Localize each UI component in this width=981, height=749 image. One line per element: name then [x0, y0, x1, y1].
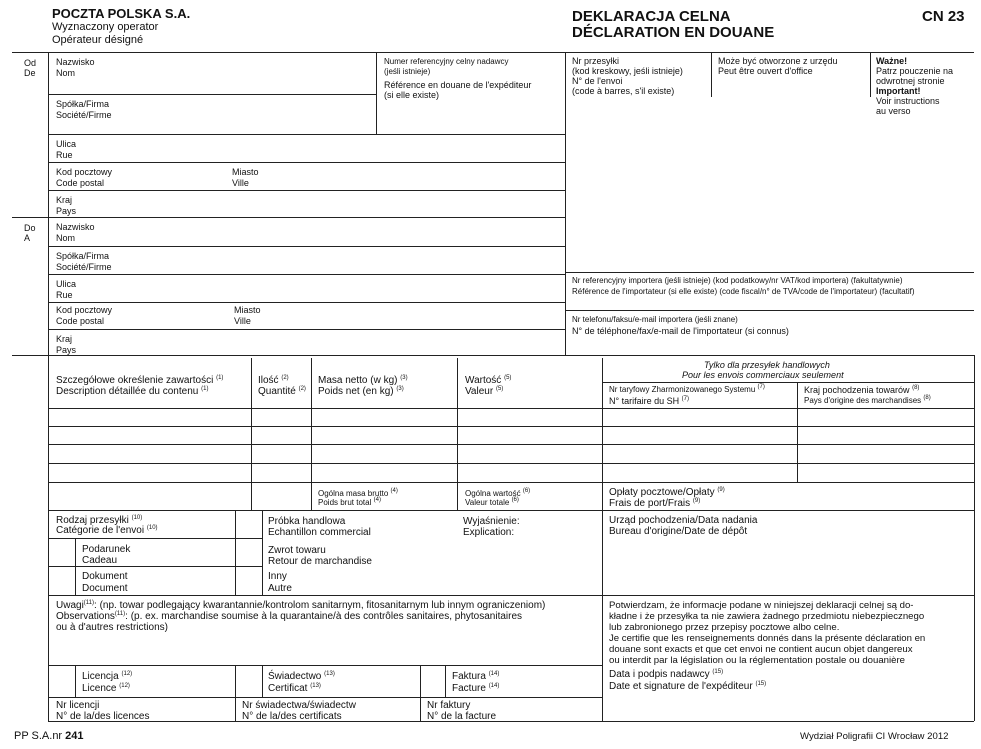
licence-no-fr: N° de la/des licences [56, 711, 150, 722]
importer-ref-pl: Nr referencyjny importera (jeśli istnieje) (kod podatkowy/nr VAT/kod importera) (fakultatywnie) [572, 276, 903, 285]
sample-label-fr: Echantillon commercial [268, 527, 371, 538]
sender-country-field[interactable] [90, 192, 560, 216]
other-label-pl: Inny [268, 571, 287, 582]
total-value-pl: Ogólna wartość $^{(6)}$ [465, 488, 531, 498]
addressee-street-label-pl: Ulica [56, 279, 77, 289]
col-description-pl: Szczegółowe określenie zawartości $^{(1)}$ [56, 375, 224, 386]
explanation-field[interactable] [463, 540, 598, 592]
sender-name-label-pl: Nazwisko [56, 57, 95, 67]
certificate-label-pl: Świadectwo $^{(13)}$ [268, 671, 335, 682]
licence-label-fr: Licence $^{(12)}$ [82, 683, 130, 694]
signature-field[interactable] [605, 694, 970, 719]
sender-ref-line2: (jeśli istnieje) [384, 67, 431, 76]
item-no-line1: Nr przesyłki [572, 56, 620, 66]
sender-label-fr: De [24, 68, 36, 78]
sender-street-label-fr: Rue [56, 150, 73, 160]
cert-fr-3: ou interdit par la législation ou la réglementation postale ou douanière [609, 655, 906, 666]
sender-city-field[interactable] [270, 164, 560, 188]
certificate-no-fr: N° de la/des certificats [242, 711, 342, 722]
sender-postcode-field[interactable] [130, 164, 225, 188]
addressee-name-field[interactable] [100, 219, 560, 244]
gift-label-pl: Podarunek [82, 544, 131, 555]
addressee-country-label-pl: Kraj [56, 334, 73, 344]
sender-name-field[interactable] [130, 56, 370, 90]
returned-goods-checkbox[interactable] [236, 539, 262, 566]
document-label-pl: Dokument [82, 571, 128, 582]
important-line6: au verso [876, 106, 911, 116]
addressee-company-label-fr: Société/Firme [56, 262, 112, 272]
commercial-only-pl: Tylko dla przesyłek handlowych [704, 360, 830, 370]
col-net-weight-pl: Masa netto (w kg) $^{(3)}$ [318, 375, 408, 386]
col-tariff-fr: N° tarifaire du SH $^{(7)}$ [609, 396, 689, 406]
addressee-postcode-label-fr: Code postal [56, 316, 105, 326]
sender-name-label-fr: Nom [56, 68, 76, 78]
important-line5: Voir instructions [876, 96, 940, 106]
comments-field[interactable] [52, 634, 597, 662]
sender-country-label-fr: Pays [56, 206, 77, 216]
cert-pl-3: lub zabronionego przez przepisy pocztowe albo celne. [609, 622, 840, 633]
office-origin-field[interactable] [605, 540, 970, 592]
sender-postcode-label-fr: Code postal [56, 178, 105, 188]
category-label-pl: Rodzaj przesyłki $^{(10)}$ [56, 515, 143, 526]
addressee-postcode-label-pl: Kod pocztowy [56, 305, 113, 315]
explanation-label-fr: Explication: [463, 527, 515, 538]
total-value-fr: Valeur totale $^{(6)}$ [465, 497, 519, 507]
col-origin-pl: Kraj pochodzenia towarów $^{(8)}$ [804, 385, 920, 395]
item-no-line4: (code à barres, s'il existe) [572, 86, 675, 96]
addressee-country-label-fr: Pays [56, 345, 77, 355]
col-value-fr: Valeur $^{(5)}$ [465, 386, 504, 397]
table-row[interactable] [49, 445, 974, 463]
col-quantity-pl: Ilość $^{(2)}$ [258, 375, 289, 386]
explanation-label-pl: Wyjaśnienie: [463, 516, 520, 527]
important-line3: odwrotnej stronie [876, 76, 945, 86]
table-row[interactable] [49, 464, 974, 482]
gift-checkbox[interactable] [49, 539, 75, 566]
sign-label-pl: Data i podpis nadawcy $^{(15)}$ [609, 669, 724, 680]
item-no-line3: N° de l'envoi [572, 76, 623, 86]
comments-fr2: ou à d'autres restrictions) [56, 622, 168, 633]
title-pl: DEKLARACJA CELNA [572, 8, 731, 25]
sample-checkbox[interactable] [236, 511, 262, 538]
total-gross-weight-pl: Ogólna masa brutto $^{(4)}$ [318, 488, 398, 498]
sender-street-field[interactable] [90, 136, 560, 160]
col-net-weight-fr: Poids net (en kg) $^{(3)}$ [318, 386, 404, 397]
certificate-label-fr: Certificat $^{(13)}$ [268, 683, 321, 694]
sender-street-label-pl: Ulica [56, 139, 77, 149]
addressee-name-label-pl: Nazwisko [56, 222, 95, 232]
sample-label-pl: Próbka handlowa [268, 516, 346, 527]
addressee-country-field[interactable] [90, 331, 560, 353]
importer-contact-pl: Nr telefonu/faksu/e-mail importera (jeśli znane) [572, 315, 738, 324]
addressee-city-label-pl: Miasto [234, 305, 261, 315]
licence-label-pl: Licencja $^{(12)}$ [82, 671, 133, 682]
important-fr: Important! [876, 86, 921, 96]
addressee-name-label-fr: Nom [56, 233, 76, 243]
footer-form-number: PP S.A.nr 241 [14, 730, 84, 742]
cert-fr-1: Je certifie que les renseignements donnés dans la présente déclaration en [609, 633, 926, 644]
sign-label-fr: Date et signature de l'expéditeur $^{(15)}$ [609, 681, 767, 692]
cert-fr-2: douane sont exacts et que cet envoi ne contient aucun objet dangereux [609, 644, 913, 655]
other-label-fr: Autre [268, 583, 292, 594]
addressee-postcode-field[interactable] [130, 304, 225, 327]
important-pl: Ważne! [876, 56, 908, 66]
col-value-pl: Wartość $^{(5)}$ [465, 375, 512, 386]
may-be-opened-pl: Może być otworzone z urzędu [718, 56, 838, 66]
importer-contact-fr: N° de téléphone/fax/e-mail de l'importateur (si connus) [572, 326, 789, 336]
col-quantity-fr: Quantité $^{(2)}$ [258, 386, 306, 397]
col-tariff-pl: Nr taryfowy Zharmonizowanego Systemu $^{(7)}$ [609, 384, 765, 394]
sender-company-label-pl: Spółka/Firma [56, 99, 110, 109]
invoice-label-fr: Facture $^{(14)}$ [452, 683, 500, 694]
importer-contact-field[interactable] [568, 338, 968, 353]
addressee-street-label-fr: Rue [56, 290, 73, 300]
col-description-fr: Description détaillée du contenu $^{(1)}$ [56, 386, 209, 397]
invoice-checkbox[interactable] [421, 666, 445, 697]
importer-ref-fr: Référence de l'importateur (si elle existe) (code fiscal/n° de TVA/code de l'importateur) (facultatif) [572, 287, 915, 296]
importer-ref-field[interactable] [568, 298, 968, 308]
addressee-company-field[interactable] [130, 248, 560, 272]
designated-operator-fr: Opérateur désigné [52, 34, 144, 46]
footer-printer: Wydział Poligrafii CI Wrocław 2012 [800, 731, 949, 742]
document-checkbox[interactable] [49, 567, 75, 595]
important-line2: Patrz pouczenie na [876, 66, 954, 76]
cert-pl-1: Potwierdzam, że informacje podane w niniejszej deklaracji celnej są do- [609, 600, 914, 611]
sender-label-pl: Od [24, 58, 37, 68]
returned-label-pl: Zwrot towaru [268, 545, 326, 556]
form-code: CN 23 [922, 8, 965, 25]
addressee-label-pl: Do [24, 223, 36, 233]
addressee-street-field[interactable] [90, 276, 560, 300]
certificate-checkbox[interactable] [236, 666, 262, 697]
item-no-line2: (kod kreskowy, jeśli istnieje) [572, 66, 683, 76]
sender-city-label-fr: Ville [232, 178, 249, 188]
addressee-city-field[interactable] [270, 304, 560, 327]
office-origin-fr: Bureau d'origine/Date de dépôt [609, 526, 748, 537]
table-row[interactable] [49, 427, 974, 444]
col-origin-fr: Pays d'origine des marchandises $^{(8)}$ [804, 395, 931, 405]
licence-no-pl: Nr licencji [56, 700, 100, 711]
returned-label-fr: Retour de marchandise [268, 556, 372, 567]
addressee-label-fr: A [24, 233, 31, 243]
sender-ref-field[interactable] [380, 102, 560, 132]
sender-ref-line4: (si elle existe) [384, 90, 440, 100]
sender-ref-line1: Numer referencyjny celny nadawcy [384, 57, 509, 66]
other-checkbox[interactable] [236, 567, 262, 595]
addressee-company-label-pl: Spółka/Firma [56, 251, 110, 261]
licence-checkbox[interactable] [49, 666, 75, 697]
sender-company-label-fr: Société/Firme [56, 110, 112, 120]
cert-pl-2: kładne i że przesyłka ta nie zawiera żadnego przedmiotu niebezpiecznego [609, 611, 925, 622]
gift-label-fr: Cadeau [82, 555, 118, 566]
invoice-label-pl: Faktura $^{(14)}$ [452, 671, 500, 682]
postal-charges-fr: Frais de port/Frais $^{(9)}$ [609, 498, 701, 509]
sender-company-field[interactable] [130, 97, 370, 131]
item-barcode-area[interactable] [568, 100, 968, 268]
total-gross-weight-fr: Poids brut total $^{(4)}$ [318, 497, 381, 507]
comments-pl: Uwagi$^{(11)}$: (np. towar podlegający kwarantannie/kontrolom sanitarnym, fitosanitarnym lub innym ograniczeniom) [56, 600, 546, 611]
sender-city-label-pl: Miasto [232, 167, 259, 177]
commercial-only-fr: Pour les envois commerciaux seulement [682, 370, 844, 380]
category-label-fr: Catégorie de l'envoi $^{(10)}$ [56, 525, 158, 536]
may-be-opened-fr: Peut être ouvert d'office [718, 66, 813, 76]
postal-charges-pl: Opłaty pocztowe/Opłaty $^{(9)}$ [609, 487, 725, 498]
invoice-no-pl: Nr faktury [427, 700, 471, 711]
designated-operator-pl: Wyznaczony operator [52, 21, 159, 33]
operator-name: POCZTA POLSKA S.A. [52, 6, 191, 21]
title-fr: DÉCLARATION EN DOUANE [572, 24, 775, 41]
invoice-no-fr: N° de la facture [427, 711, 497, 722]
certificate-no-pl: Nr świadectwa/świadectw [242, 700, 356, 711]
sender-postcode-label-pl: Kod pocztowy [56, 167, 113, 177]
sender-ref-line3: Référence en douane de l'expéditeur [384, 80, 532, 90]
comments-fr: Observations$^{(11)}$: (p. ex. marchandise soumise à la quarantaine/à des contrôles sanitaires, phytosanitaires [56, 611, 523, 622]
document-label-fr: Document [82, 583, 128, 594]
office-origin-pl: Urząd pochodzenia/Data nadania [609, 515, 758, 526]
table-row[interactable] [49, 409, 974, 426]
sender-country-label-pl: Kraj [56, 195, 73, 205]
addressee-city-label-fr: Ville [234, 316, 251, 326]
